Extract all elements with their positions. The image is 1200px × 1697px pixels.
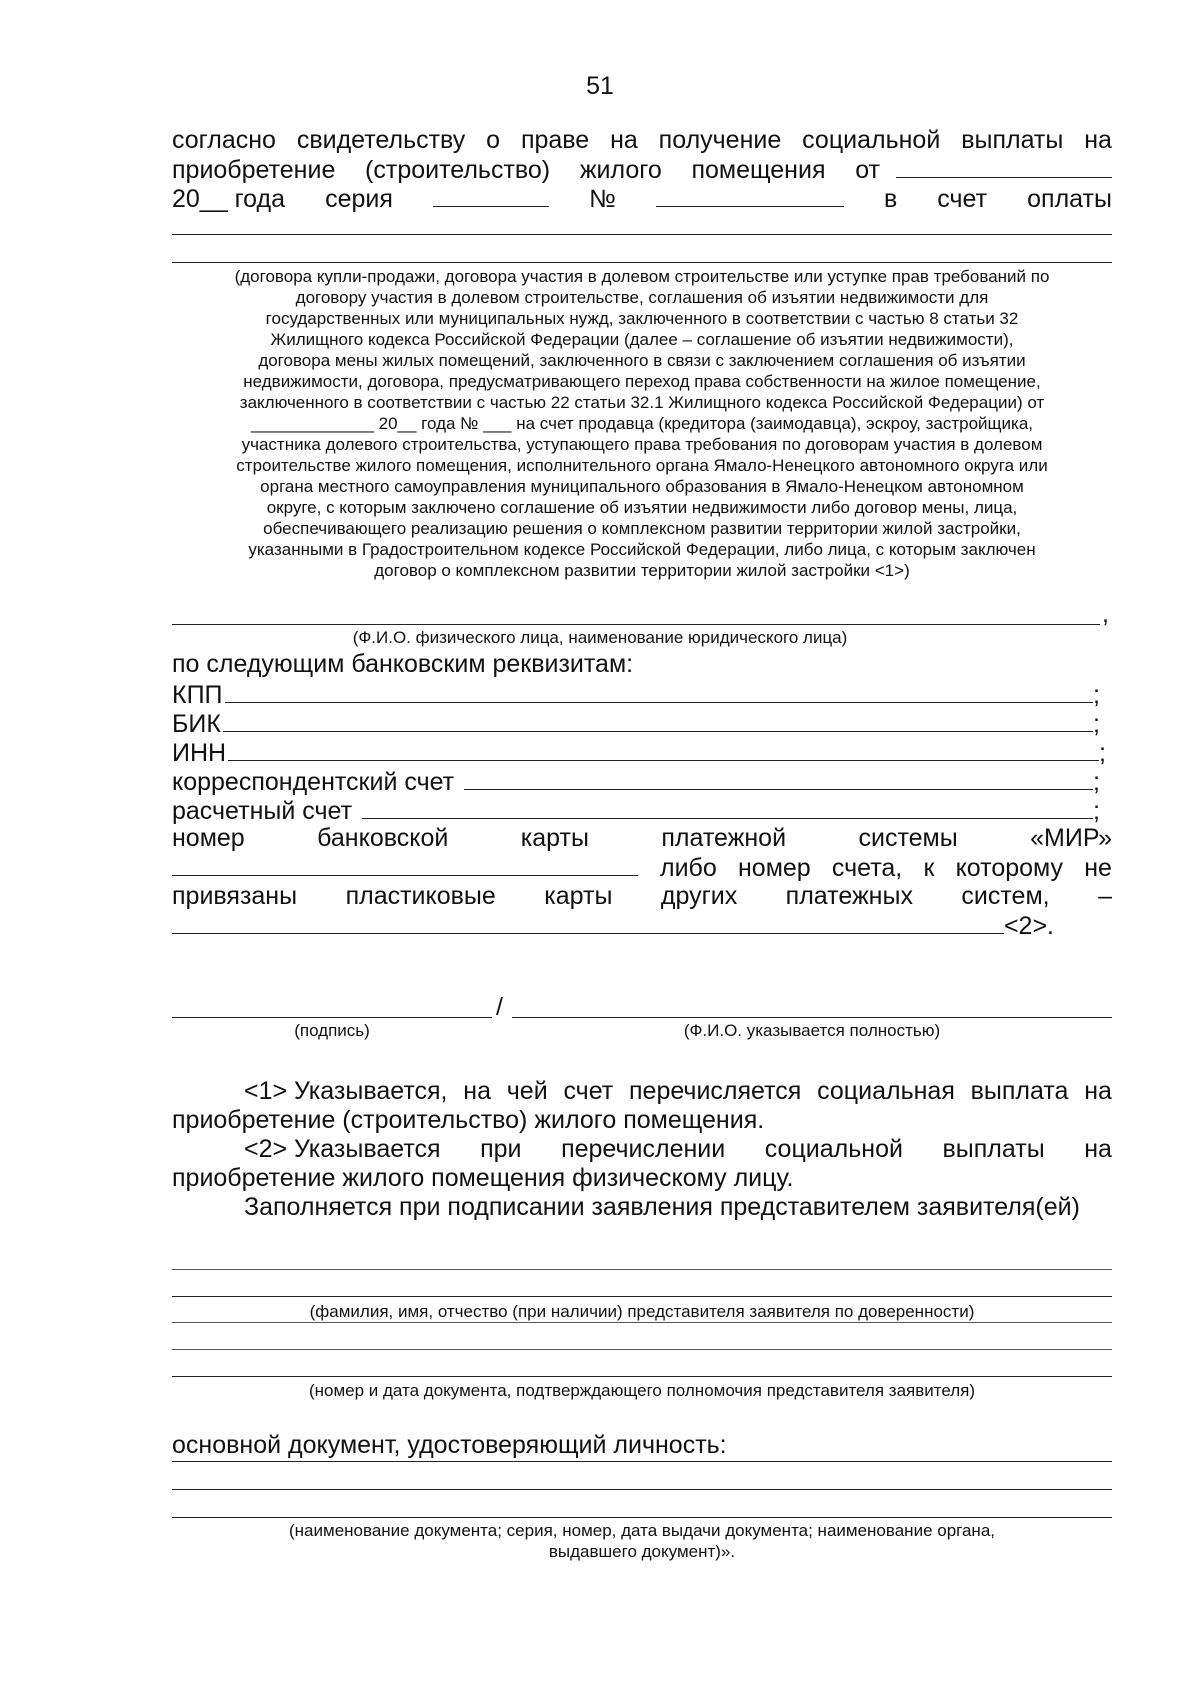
rep-caption-underline — [172, 1322, 1112, 1323]
card-number-blank[interactable] — [172, 853, 638, 876]
fn2-word: перечислении — [561, 1135, 726, 1163]
kpp-end: ; — [1093, 681, 1100, 709]
contract-note-line: _____________ 20__ года № ___ на счет продавца (кредитора (заимодавца), эскроу, застройщика, — [250, 414, 1034, 433]
fn1-word: перечисляется — [629, 1077, 802, 1105]
card-l1-word: банковской — [317, 824, 449, 852]
rep-name-caption: (фамилия, имя, отчество (при наличии) представителя заявителя по доверенности) — [309, 1302, 975, 1321]
fn1-word: выплата — [970, 1077, 1069, 1105]
intro-line-3 — [172, 184, 1112, 214]
full-name-line[interactable] — [512, 1017, 1112, 1018]
inn-field[interactable] — [172, 738, 1112, 767]
id-document-caption-1: (наименование документа; серия, номер, дата выдачи документа; наименование органа, — [289, 1521, 995, 1540]
intro-line-1 — [172, 126, 1112, 155]
card-l2-word: к — [923, 854, 935, 882]
card-l1-word: номер — [172, 824, 245, 852]
bik-field[interactable] — [172, 709, 1112, 738]
contract-blank-line-2[interactable] — [172, 262, 1112, 263]
fn1-word: на — [1084, 1077, 1112, 1105]
full-name-caption: (Ф.И.О. указывается полностью) — [683, 1021, 941, 1040]
id-document-line-1[interactable] — [172, 1461, 1112, 1462]
card-l1-word: «МИР» — [1030, 824, 1112, 852]
fn1-word: <1> Указывается, — [244, 1077, 448, 1105]
intro-l2-word: помещения — [691, 156, 826, 184]
footnote-ref-2: <2>. — [1003, 912, 1054, 940]
contract-note-line: Жилищного кодекса Российской Федерации (далее – соглашение об изъятии недвижимости), — [270, 330, 1014, 349]
corr-account-field[interactable] — [172, 767, 1112, 796]
rep-doc-caption: (номер и дата документа, подтверждающего полномочия представителя заявителя) — [308, 1381, 976, 1400]
fn2-word: <2> Указывается — [244, 1135, 441, 1163]
fn2-word: выплаты — [942, 1135, 1045, 1163]
card-l3-word: других — [660, 882, 738, 910]
card-l2-word: не — [1084, 854, 1112, 882]
id-document-label: основной документ, удостоверяющий личность: — [172, 1431, 727, 1459]
id-document-caption-2: выдавшего документ)». — [548, 1542, 736, 1561]
contract-note-line: строительстве жилого помещения, исполнительного органа Ямало-Ненецкого автономного округа или — [236, 456, 1048, 475]
fn1-word: счет — [563, 1077, 614, 1105]
bik-label: БИК — [172, 710, 221, 738]
footnote-2-line-2: приобретение жилого помещения физическому лицу. — [172, 1164, 794, 1192]
rep-name-line-2[interactable] — [172, 1296, 1112, 1297]
payee-line[interactable] — [172, 624, 1100, 625]
account-word: счет — [937, 185, 988, 213]
contract-note-line: недвижимости, договора, предусматривающего переход права собственности на жилое помещение, — [243, 372, 1041, 391]
intro-l2-word: жилого — [579, 156, 662, 184]
account-number-field[interactable] — [172, 911, 1112, 940]
signature-separator: / — [496, 993, 503, 1021]
kpp-field[interactable] — [172, 680, 1112, 709]
card-l3-word: – — [1098, 882, 1112, 910]
id-document-line-3[interactable] — [172, 1517, 1112, 1518]
card-l2-word: счета, — [831, 854, 903, 882]
settlement-account-end: ; — [1093, 797, 1100, 825]
intro-line-2 — [172, 155, 1112, 185]
intro-l1-word: праве — [520, 126, 590, 154]
intro-l1-word: на — [610, 126, 638, 154]
card-l2-word: номер — [737, 854, 811, 882]
series-label: серия — [325, 185, 393, 213]
series-blank[interactable] — [433, 184, 549, 207]
intro-l1-word: социальной — [802, 126, 941, 154]
settlement-account-label: расчетный счет — [172, 797, 353, 825]
card-l2-word: либо — [660, 854, 717, 882]
card-l2-word: которому — [955, 854, 1064, 882]
intro-l1-word: выплаты — [961, 126, 1064, 154]
page-number: 51 — [586, 72, 614, 100]
fn2-word: при — [480, 1135, 522, 1163]
fn1-word: чей — [506, 1077, 548, 1105]
footnote-2-line-1 — [244, 1135, 1112, 1164]
contract-note-line: указанными в Градостроительном кодексе Российской Федерации, либо лица, с которым заключен — [248, 540, 1036, 559]
kpp-label: КПП — [172, 681, 223, 709]
payee-caption: (Ф.И.О. физического лица, наименование юридического лица) — [352, 628, 848, 647]
intro-l2-word: от — [855, 156, 880, 184]
footnote-1-line-2: приобретение (строительство) жилого помещения. — [172, 1106, 765, 1134]
corr-account-label: корреспондентский счет — [172, 768, 455, 796]
fn1-word: социальная — [817, 1077, 955, 1105]
contract-note-line: участника долевого строительства, уступающего права требования по договорам участия в долевом — [241, 435, 1043, 454]
card-l3-word: карты — [544, 882, 613, 910]
inn-label: ИНН — [172, 739, 227, 767]
card-l1-word: платежной — [661, 824, 787, 852]
card-l3-word: систем, — [961, 882, 1050, 910]
contract-blank-line-1[interactable] — [172, 234, 1112, 235]
rep-name-line-1[interactable] — [172, 1269, 1112, 1270]
intro-l2-word: приобретение — [172, 156, 336, 184]
contract-note-line: договору участия в долевом строительстве, соглашения об изъятии недвижимости для — [295, 288, 989, 307]
contract-note-line: округе, с которым заключено соглашение об изъятии недвижимости либо договор мены, лица, — [266, 498, 1018, 517]
intro-l1-word: на — [1084, 126, 1112, 154]
number-label: № — [589, 185, 616, 213]
card-line-2 — [172, 853, 1112, 883]
fn2-word: социальной — [764, 1135, 903, 1163]
fn2-word: на — [1084, 1135, 1112, 1163]
intro-l1-word: получение — [658, 126, 782, 154]
card-l1-word: системы — [858, 824, 958, 852]
intro-l1-word: свидетельству — [296, 126, 466, 154]
rep-doc-line-1[interactable] — [172, 1349, 1112, 1350]
payment-word: оплаты — [1027, 185, 1112, 213]
footnote-1-line-1 — [244, 1077, 1112, 1106]
year-prefix: 20__ года — [172, 185, 285, 213]
contract-note-line: (договора купли-продажи, договора участия в долевом строительстве или уступке прав требований по — [234, 267, 1050, 286]
contract-note-line: заключенного в соответствии с частью 22 статьи 32.1 Жилищного кодекса Российской Федерации) от — [239, 393, 1045, 412]
inn-end: ; — [1099, 739, 1106, 767]
contract-note-line: обеспечивающего реализацию решения о комплексном развитии территории жилой застройки, — [263, 519, 1021, 538]
intro-l1-word: о — [486, 126, 501, 154]
corr-account-end: ; — [1093, 768, 1100, 796]
contract-note-line: договора мены жилых помещений, заключенного в связи с заключением соглашения об изъятии — [258, 351, 1026, 370]
card-line-1 — [172, 824, 1112, 853]
card-l3-word: привязаны — [172, 882, 298, 910]
card-l3-word: платежных — [785, 882, 913, 910]
card-line-3 — [172, 882, 1112, 911]
contract-note — [160, 266, 1124, 581]
intro-l2-word: (строительство) — [365, 156, 551, 184]
id-document-line-2[interactable] — [172, 1489, 1112, 1490]
contract-note-line: государственных или муниципальных нужд, заключенного в соответствии с частью 8 статьи 32 — [265, 309, 1019, 328]
rep-doc-line-2[interactable] — [172, 1376, 1112, 1377]
date-from-blank[interactable] — [896, 155, 1112, 178]
bank-heading: по следующим банковским реквизитам: — [172, 650, 634, 678]
card-l1-word: карты — [520, 824, 589, 852]
representative-note: Заполняется при подписании заявления представителем заявителя(ей) — [244, 1193, 1080, 1221]
signature-line[interactable] — [172, 1017, 492, 1018]
fn1-word: на — [463, 1077, 491, 1105]
bik-end: ; — [1093, 710, 1100, 738]
payee-comma: , — [1102, 600, 1109, 628]
contract-note-line: органа местного самоуправления муниципального образования в Ямало-Ненецком автономном — [260, 477, 1024, 496]
number-blank[interactable] — [656, 184, 844, 207]
signature-caption: (подпись) — [294, 1021, 370, 1040]
settlement-account-field[interactable] — [172, 796, 1112, 825]
intro-l1-word: согласно — [172, 126, 276, 154]
in-word: в — [883, 185, 898, 213]
card-l3-word: пластиковые — [345, 882, 496, 910]
contract-note-line: договор о комплексном развитии территории жилой застройки <1>) — [374, 561, 910, 580]
